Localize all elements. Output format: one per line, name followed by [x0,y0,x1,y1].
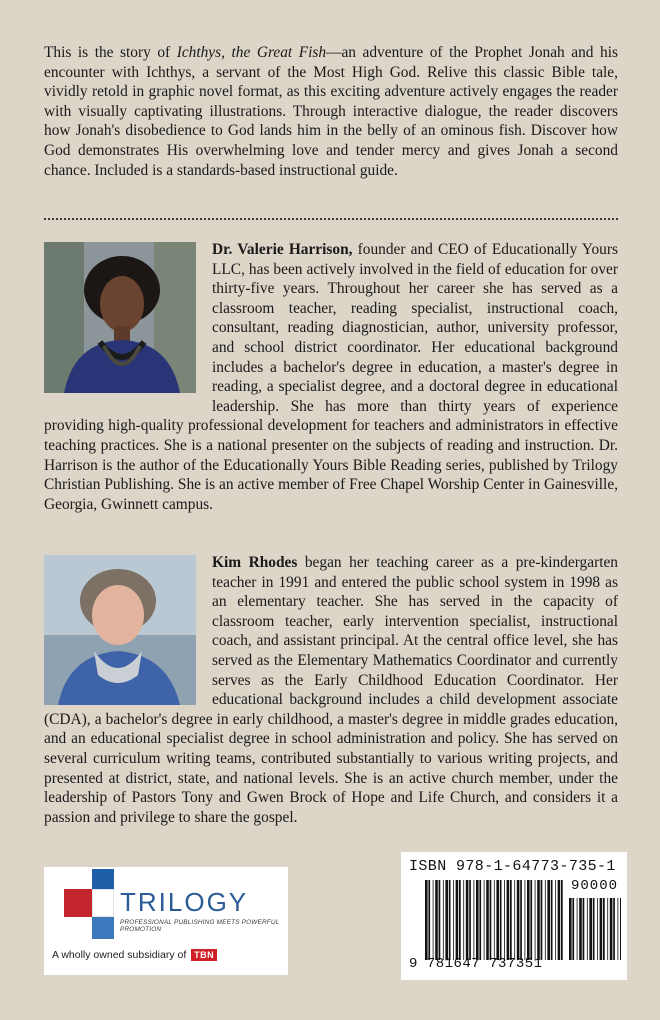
book-title: Ichthys, the Great Fish [176,44,327,61]
logo-cross-left [64,889,92,917]
barcode-bar [551,880,553,960]
bio-text-harrison: founder and CEO of Educationally Yours LLC, has been actively involved in the field of education for over thirty-five years. Throughout her career she has served as a classroom teacher, reading specialist, instructional coach, consultant, reading diagnostician, author, university professor, and school district coordinator. Her educational background includes a bachelor's degree in education, a master's degree in reading, a specialist degree, and a doctoral degree in educational leadership. She has more than thirty years of experience providing high-quality professional development for teachers and administrators in effective teaching practices. She is a national presenter on the subjects of reading and instruction. Dr. Harrison is the author of the Educationally Yours Bible Reading series, published by Trilogy Christian Publishing. She is an active member of Free Chapel Worship Center in Gainesville, Georgia, Gwinnett campus. [44,241,618,513]
barcode-bar [453,880,454,960]
logo-cross-bottom [92,917,114,939]
publisher-logo [44,867,288,975]
portrait-harrison-graphic [44,242,196,393]
barcode-bar [558,880,561,960]
barcode-bar [537,880,540,960]
barcode-bar [561,880,563,960]
barcode-bar [433,880,434,960]
barcode-bar [439,880,441,960]
barcode-bar [466,880,469,960]
barcode-bar [583,898,585,960]
isbn-barcode [401,852,627,980]
barcode-bar [486,880,489,960]
barcode-bar [469,880,471,960]
portrait-rhodes-graphic [44,555,196,705]
barcode-bar [517,880,520,960]
barcode-bar [530,880,532,960]
dotted-divider [44,218,618,220]
barcode-bar [613,898,615,960]
subsidiary-text: A wholly owned subsidiary of [52,949,187,961]
barcode-bar [459,880,461,960]
barcode-bar [593,898,595,960]
barcode-bar [443,880,444,960]
barcode-bar [510,880,512,960]
barcode-bar [607,898,608,960]
barcode-bar [445,880,448,960]
barcode-bar [474,880,475,960]
barcode-bar [603,898,605,960]
author-photo-harrison [44,242,196,393]
isbn-number: ISBN 978-1-64773-735-1 [409,858,616,875]
barcode-bar [618,898,619,960]
barcode-bar [597,898,598,960]
barcode-bar [504,880,505,960]
ean-number: 9 781647 737351 [409,956,543,972]
barcode-bar [555,880,556,960]
author-bio-rhodes [44,553,618,827]
logo-cross-top [92,869,114,891]
barcode-bar [496,880,499,960]
barcode-bar [456,880,459,960]
barcode-bar [541,880,543,960]
author-bio-harrison [44,240,618,514]
barcode-bar [494,880,495,960]
logo-cross-center [92,889,114,917]
author-photo-rhodes [44,555,196,705]
barcode-bar [449,880,451,960]
barcode-bar [479,880,481,960]
barcode-bar [514,880,515,960]
blurb-intro: This is the story of [44,44,177,61]
barcode-bar [435,880,438,960]
barcode-bar [490,880,492,960]
barcode-bar [569,898,572,960]
barcode-bar [476,880,479,960]
barcode-bar [500,880,502,960]
barcode-bar [425,880,428,960]
subsidiary-line [52,949,217,961]
author-name-harrison: Dr. Valerie Harrison, [212,241,353,258]
barcode-bar [535,880,536,960]
bio-text-rhodes: began her teaching career as a pre-kindergarten teacher in 1991 and entered the public school system in 1998 as an elementary teacher. She has served in the capacity of classroom teacher, early intervention specialist, instructional coach, and assistant principal. At the central office level, she has served as the Elementary Mathematics Coordinator and currently serves as the Early Childhood Education Coordinator. Her educational background includes a child development associate (CDA), a bachelor's degree in early childhood, a master's degree in middle grades education, and an educational specialist degree in school administration and policy. She has served on several curriculum writing teams, contributed substantially to various writing projects, and presented at district, state, and national levels. She is an active church member, under the leadership of Pastors Tony and Gwen Brock of Hope and Life Church, and considers it a passion and privilege to share the gospel. [44,554,618,826]
barcode-bar [577,898,578,960]
barcode-bar [572,898,574,960]
publisher-name: TRILOGY [120,887,249,917]
barcode-bar [428,880,430,960]
blurb-body: —an adventure of the Prophet Jonah and his encounter with Ichthys, a servant of the Most High God. Relive this classic Bible tale, vividly retold in graphic novel format, as this exciting adventure actively engages the reader with visually captivating illustrations. Through interactive dialogue, the reader discovers how Jonah's disobedience to God lands him in the belly of an ominous fish. Discover how God demonstrates His overwhelming love and tender mercy and gives Jonah a second chance. Included is a standards-based instructional guide. [44,44,618,179]
barcode-bar [620,898,621,960]
price-addon-number: 90000 [571,878,619,894]
book-blurb [44,43,618,180]
author-name-rhodes: Kim Rhodes [212,554,298,571]
barcode-bar [610,898,613,960]
addon-barcode-bars [569,898,621,960]
tbn-logo: TBN [191,949,217,961]
barcode-bar [547,880,550,960]
ean-barcode-bars [425,880,565,960]
barcode-bar [589,898,592,960]
barcode-bar [587,898,588,960]
barcode-bar [520,880,522,960]
barcode-bar [527,880,530,960]
barcode-bar [545,880,546,960]
barcode-bar [600,898,603,960]
barcode-bar [579,898,582,960]
publisher-tagline: PROFESSIONAL PUBLISHING MEETS POWERFUL PROMOTION [120,919,280,933]
barcode-bar [525,880,526,960]
barcode-bar [484,880,485,960]
barcode-bar [463,880,464,960]
barcode-bar [507,880,510,960]
